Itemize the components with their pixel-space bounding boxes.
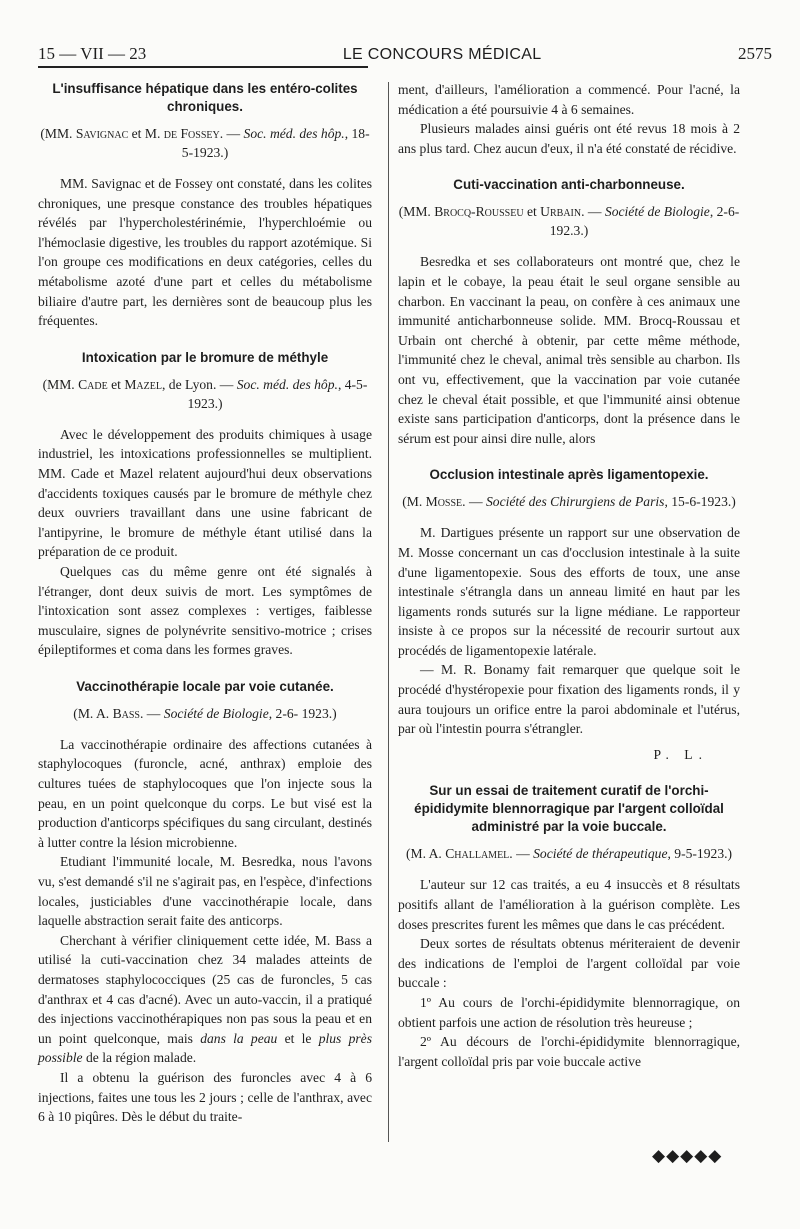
source-dash: . —	[219, 126, 244, 141]
source-date: , 4-5-1923.)	[187, 376, 368, 411]
emphasis: dans la peau	[200, 1030, 278, 1046]
right-column	[398, 80, 740, 1089]
article-hepatic-insufficiency	[38, 80, 372, 331]
article-paragraph: ment, d'ailleurs, l'amélioration a commencé. Pour l'acné, la médication a été poursuivie 4 à 6 semaines.	[398, 82, 740, 117]
article-source	[38, 704, 372, 723]
source-dash: . —	[509, 846, 534, 862]
article-paragraph: M. Dartigues présente un rapport sur une observation de M. Mosse concernant un cas d'occlusion intestinale à la suite d'une ligamentopexie. Sous des efforts de toux, une anse intestinale s'étrangla dans un anneau limité en haut par les ligaments ronds suturés sur la ligne médiane. Le rapporteur insiste à ce propos sur la nécessité de recourir surtout aux procédés de ligamentopexie latérale.	[398, 525, 740, 658]
source-author: Challamel	[445, 846, 510, 862]
article-title: Vaccinothérapie locale par voie cutanée.	[76, 678, 334, 694]
source-journal: Soc. méd. des hôp.	[236, 376, 338, 392]
article-paragraph: — M. R. Bonamy fait remarquer que quelque soit le procédé d'hystéropexie pour fixation des ligaments ronds, il y aura toujours un orifice entre la paroi abdominale et l'utérus, par où l'intestin pourra s'étrangler.	[398, 662, 740, 737]
article-source	[398, 844, 740, 863]
author-initials: P. L.	[653, 746, 708, 762]
article-title: Intoxication par le bromure de méthyle	[81, 349, 329, 365]
source-prefix: (M. A.	[73, 705, 113, 721]
source-journal: Soc. méd. des hôp.	[243, 126, 345, 141]
source-dash: , de Lyon. —	[161, 376, 237, 392]
source-author: Savignac	[75, 126, 129, 141]
header-rule	[38, 66, 368, 68]
article-paragraph: Il a obtenu la guérison des furoncles avec 4 à 6 injections, faites une tous les 2 jours ; celle de l'anthrax, avec 6 à 10 piqûres. Dès le début du traite-	[38, 1069, 372, 1125]
source-dash: . —	[140, 705, 164, 721]
source-author: Cade	[78, 376, 108, 392]
journal-title: LE CONCOURS MÉDICAL	[342, 46, 542, 63]
article-colloidal-silver	[398, 782, 740, 1071]
source-author: de Fossey	[163, 126, 220, 141]
source-joiner: et M.	[128, 126, 164, 141]
source-prefix: (MM.	[42, 376, 79, 392]
article-title: Cuti-vaccination anti-charbonneuse.	[453, 177, 685, 193]
article-paragraph: Avec le développement des produits chimiques à usage industriel, les intoxications professionnelles se multiplient. MM. Cade et Mazel relatent aujourd'hui deux observations d'accidents toxiques causés par le bromure de méthyle chez deux ouvriers travaillant dans une usine fabricant de l'antipyrine, le bromure de méthyle étant utilisé dans la préparation de ce produit.	[38, 426, 372, 560]
article-source	[398, 202, 740, 240]
source-author: Mazel	[124, 376, 162, 392]
article-title: Sur un essai de traitement curatif de l'orchi-épididymite blennorragique par l'argent colloïdal administré par la voie buccale.	[414, 783, 724, 835]
article-paragraph: MM. Savignac et de Fossey ont constaté, dans les colites chroniques, une presque constance des troubles hépatiques révélés par l'hypercholestérinémie, l'hyperchloémie ou l'hémoclasie digestive, les troubles du rapport azotémique. Si l'on groupe ces modifications en deux catégories, celles du métabolisme azoté d'une part et celles du métabolisme biliaire d'autre part, les dernières sont de beaucoup plus les fréquentes.	[38, 176, 372, 329]
source-journal: Société de Biologie	[604, 204, 710, 220]
article-paragraph	[38, 931, 372, 1068]
article-paragraph: 1º Au cours de l'orchi-épididymite blennorragique, on obtient parfois une action de résolution très heureuse ;	[398, 995, 740, 1030]
issue-date: 15 — VII — 23	[38, 44, 147, 63]
column-divider	[388, 82, 389, 1142]
article-paragraph: Plusieurs malades ainsi guéris ont été revus 18 mois à 2 ans plus tard. Chez aucun d'eux, il n'a été constaté de récidive.	[398, 121, 740, 156]
source-author: Mosse	[425, 494, 463, 510]
article-title: L'insuffisance hépatique dans les entéro-colites chroniques.	[52, 81, 358, 114]
article-paragraph: 2º Au décours de l'orchi-épididymite blennorragique, l'argent colloïdal pris par voie buccale active	[398, 1034, 740, 1069]
article-title: Occlusion intestinale après ligamentopexie.	[429, 467, 709, 483]
article-methyl-bromide	[38, 349, 372, 660]
source-date: , 9-5-1923.)	[667, 846, 733, 862]
source-prefix: (MM.	[398, 204, 435, 220]
text-run: Cherchant à vérifier cliniquement cette idée, M. Bass a utilisé la cuti-vaccination chez 34 malades atteints de dermatoses staphylococciques (25 cas de furoncles, 5 cas d'anthrax et 4 cas d'acné). Avec un auto-vaccin, il a pratiqué des injections vaccinothérapiques non pas sous la peau et en un point quelconque, mais	[38, 932, 372, 1046]
article-intestinal-occlusion	[398, 466, 740, 764]
article-paragraph: Deux sortes de résultats obtenus mériteraient de devenir des indications de l'emploi de l'argent colloïdal par voie buccale :	[398, 936, 740, 991]
page-number: 2575	[737, 44, 772, 63]
text-run: et le	[277, 1030, 319, 1046]
article-paragraph: La vaccinothérapie ordinaire des affections cutanées à staphylocoques (furoncle, acné, anthrax) emploie des cultures tuées de staphylocoques que l'on injecte sous la peau, en un point quelconque du corps. Le but visé est la production d'anticorps spécifiques du sang circulant, destinés à lutter contre la lésion microbienne.	[38, 736, 372, 850]
text-run: de la région malade.	[82, 1050, 197, 1066]
source-dash: . —	[581, 204, 605, 220]
source-author: Brocq-Rousseu	[434, 204, 524, 220]
source-date: , 2-6- 1923.)	[268, 705, 337, 721]
article-paragraph: Quelques cas du même genre ont été signalés à l'étranger, dont deux suivis de mort. Les symptômes de l'intoxication sont assez complexes : vertiges, faiblesse musculaire, signes de polynévrite sensitivo-motrice ; crises épileptiformes et coma dans les formes graves.	[38, 563, 372, 658]
source-joiner: et	[107, 376, 125, 392]
source-prefix: (M.	[402, 494, 426, 510]
source-date: , 2-6-192.3.)	[549, 204, 740, 239]
article-paragraph: L'auteur sur 12 cas traités, a eu 4 insuccès et 8 résultats positifs allant de l'amélioration à la guérison complète. Les doses prescrites furent les mêmes que dans le cas précédent.	[398, 877, 740, 932]
source-journal: Société des Chirurgiens de Paris	[485, 494, 665, 510]
article-source	[398, 492, 740, 511]
source-prefix: (MM.	[40, 126, 76, 141]
emphasis: plus près possible	[38, 1030, 372, 1066]
page-header	[38, 36, 772, 64]
source-prefix: (M. A.	[405, 846, 446, 862]
source-author: Bass	[112, 705, 140, 721]
source-dash: . —	[462, 494, 486, 510]
article-paragraph: Besredka et ses collaborateurs ont montré que, chez le lapin et le cobaye, la peau était le seul organe sensible au charbon. En vaccinant la peau, on confère à ces animaux une immunité anticharbonneuse solide. MM. Brocq-Roussau et Urbain ont cherché à obtenir, par cette même méthode, l'immunité chez le cheval, animal très sensible au charbon. Ils ont vu, effectivement, que la vaccination par voie cutanée chez le cheval était possible, et que l'immunité ainsi obtenue existe sans participation d'anticorps, dont la présence dans le sérum est pour ainsi dire nulle, alors	[398, 254, 740, 446]
source-joiner: et	[523, 204, 541, 220]
article-anthrax-cuti-vaccination	[398, 176, 740, 448]
article-local-vaccinotherapy-continued	[398, 80, 740, 158]
ornament-diamonds: ◆◆◆◆◆	[652, 1146, 723, 1165]
article-source	[38, 124, 372, 162]
article-source	[38, 375, 372, 413]
article-local-vaccinotherapy	[38, 678, 372, 1127]
source-journal: Société de Biologie	[163, 705, 269, 721]
source-date: , 15-6-1923.)	[664, 494, 736, 510]
source-journal: Société de thérapeutique	[533, 846, 668, 862]
source-date: , 18-5-1923.)	[181, 126, 370, 160]
source-author: Urbain	[540, 204, 582, 220]
article-paragraph: Etudiant l'immunité locale, M. Besredka, nous l'avons vu, s'est demandé s'il ne s'agirait pas, en l'espèce, d'infections locales, justiciables d'une vaccinothérapie locale, dans laquelle abstraction serait faite des anticorps.	[38, 854, 372, 929]
left-column	[38, 80, 372, 1145]
